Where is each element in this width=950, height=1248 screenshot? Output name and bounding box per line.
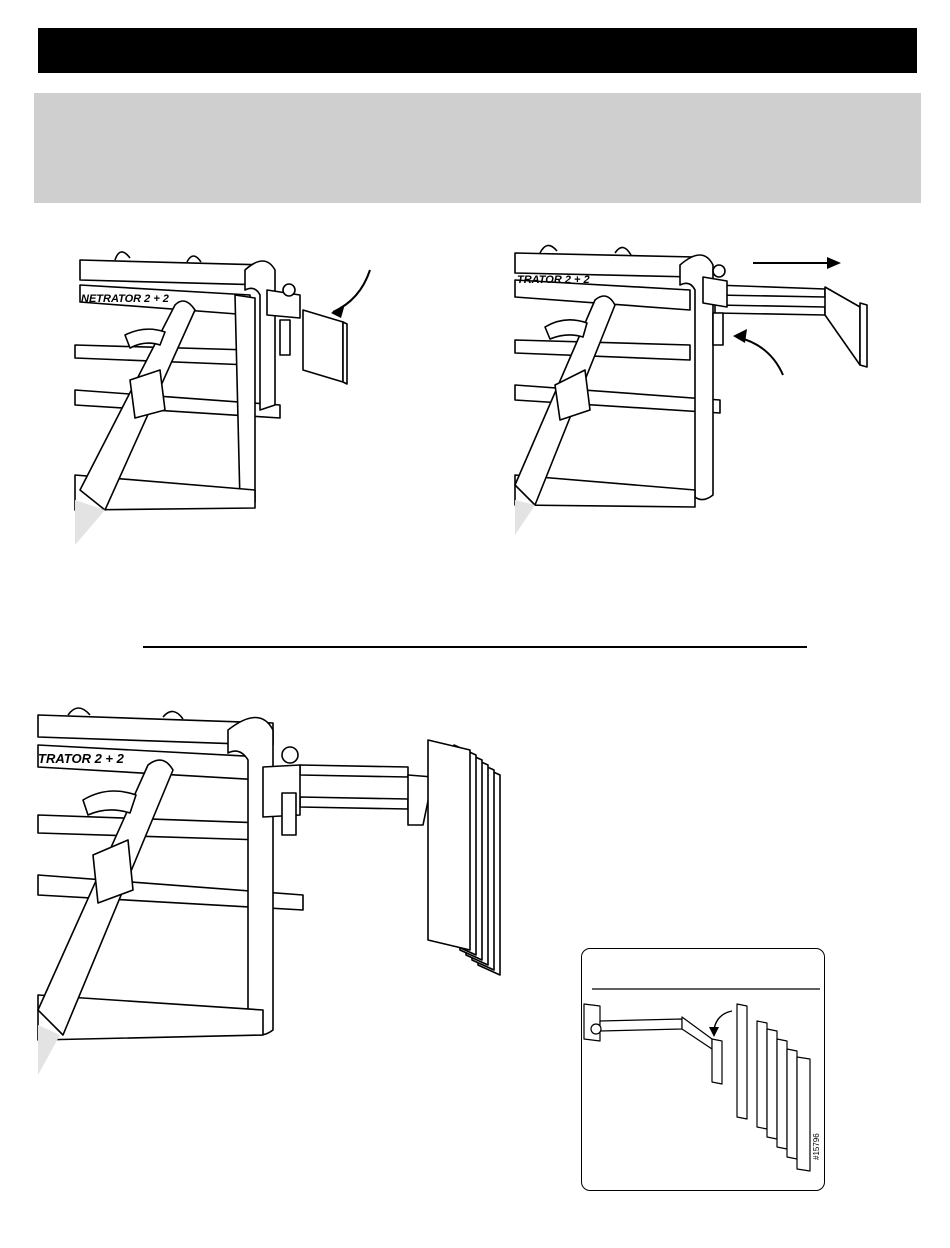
section-divider (143, 646, 807, 648)
model-label: NETRATOR 2 + 2 (81, 293, 169, 305)
inset-box (581, 948, 825, 1191)
header-bar (38, 28, 917, 73)
part-number: #15796 (812, 1133, 821, 1160)
title-band (34, 93, 921, 203)
figure-step-2 (515, 235, 875, 540)
model-label: TRATOR 2 + 2 (38, 751, 124, 766)
figure-step-1 (75, 240, 385, 545)
figure-step-3 (38, 705, 508, 1075)
inset-diagram (582, 949, 826, 1192)
model-label: TRATOR 2 + 2 (517, 274, 590, 286)
